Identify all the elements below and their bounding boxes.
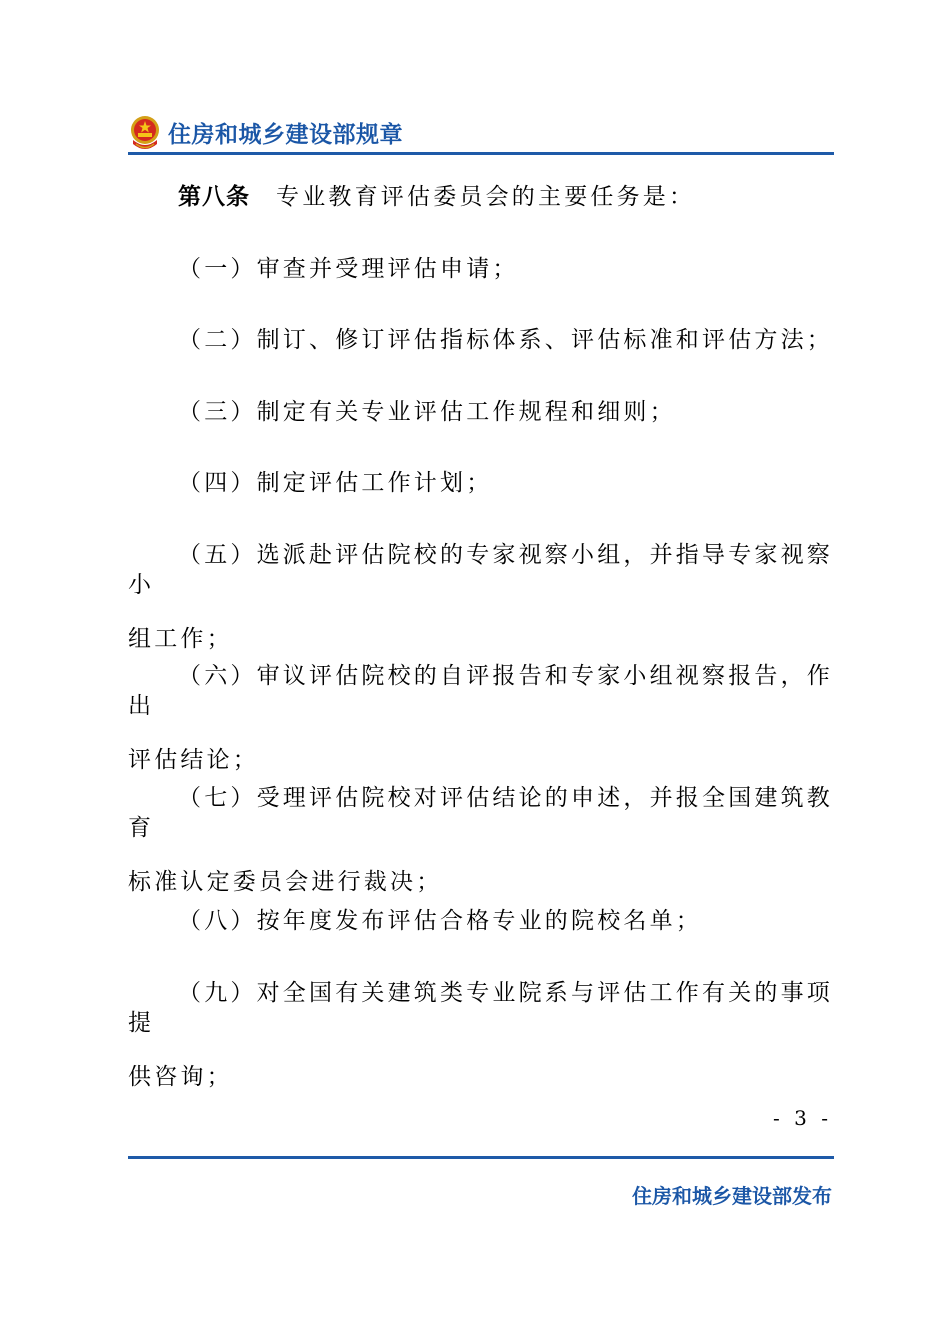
- page-number: - 3 -: [773, 1106, 832, 1130]
- header-title: 住房和城乡建设部规章: [168, 122, 403, 148]
- list-item-line: （四）制定评估工作计划；: [178, 470, 493, 496]
- list-item: [128, 540, 834, 654]
- article-intro: [128, 182, 834, 212]
- list-item: [128, 468, 834, 498]
- list-item: [128, 906, 834, 936]
- footer-divider: [128, 1156, 834, 1159]
- article-intro-text: 专业教育评估委员会的主要任务是：: [276, 184, 696, 210]
- list-item-line-continued: 标准认定委员会进行裁决；: [128, 869, 443, 895]
- national-emblem-icon: [128, 114, 162, 152]
- list-item: [128, 254, 834, 284]
- page-header: [128, 112, 834, 156]
- list-item-line: （二）制订、修订评估指标体系、评估标准和评估方法；: [178, 327, 833, 353]
- article-label: 第八条: [178, 184, 250, 210]
- list-item: [128, 325, 834, 355]
- list-item-line: （九）对全国有关建筑类专业院系与评估工作有关的事项提: [128, 980, 833, 1036]
- list-item-line: （五）选派赴评估院校的专家视察小组，并指导专家视察小: [128, 542, 833, 598]
- list-item: [128, 978, 834, 1092]
- list-item-line: （八）按年度发布评估合格专业的院校名单；: [178, 908, 702, 934]
- list-item-line-continued: 供咨询；: [128, 1064, 233, 1090]
- list-item: [128, 783, 834, 897]
- list-item-line: （三）制定有关专业评估工作规程和细则；: [178, 399, 676, 425]
- list-item-line: （七）受理评估院校对评估结论的申述，并报全国建筑教育: [128, 785, 833, 841]
- list-item: [128, 397, 834, 427]
- list-item-line-continued: 组工作；: [128, 626, 233, 652]
- header-divider: [128, 152, 834, 155]
- list-item-line-continued: 评估结论；: [128, 747, 259, 773]
- list-item-line: （一）审查并受理评估申请；: [178, 256, 519, 282]
- footer-publisher: 住房和城乡建设部发布: [632, 1184, 832, 1208]
- list-item-line: （六）审议评估院校的自评报告和专家小组视察报告，作出: [128, 663, 833, 719]
- list-item: [128, 661, 834, 775]
